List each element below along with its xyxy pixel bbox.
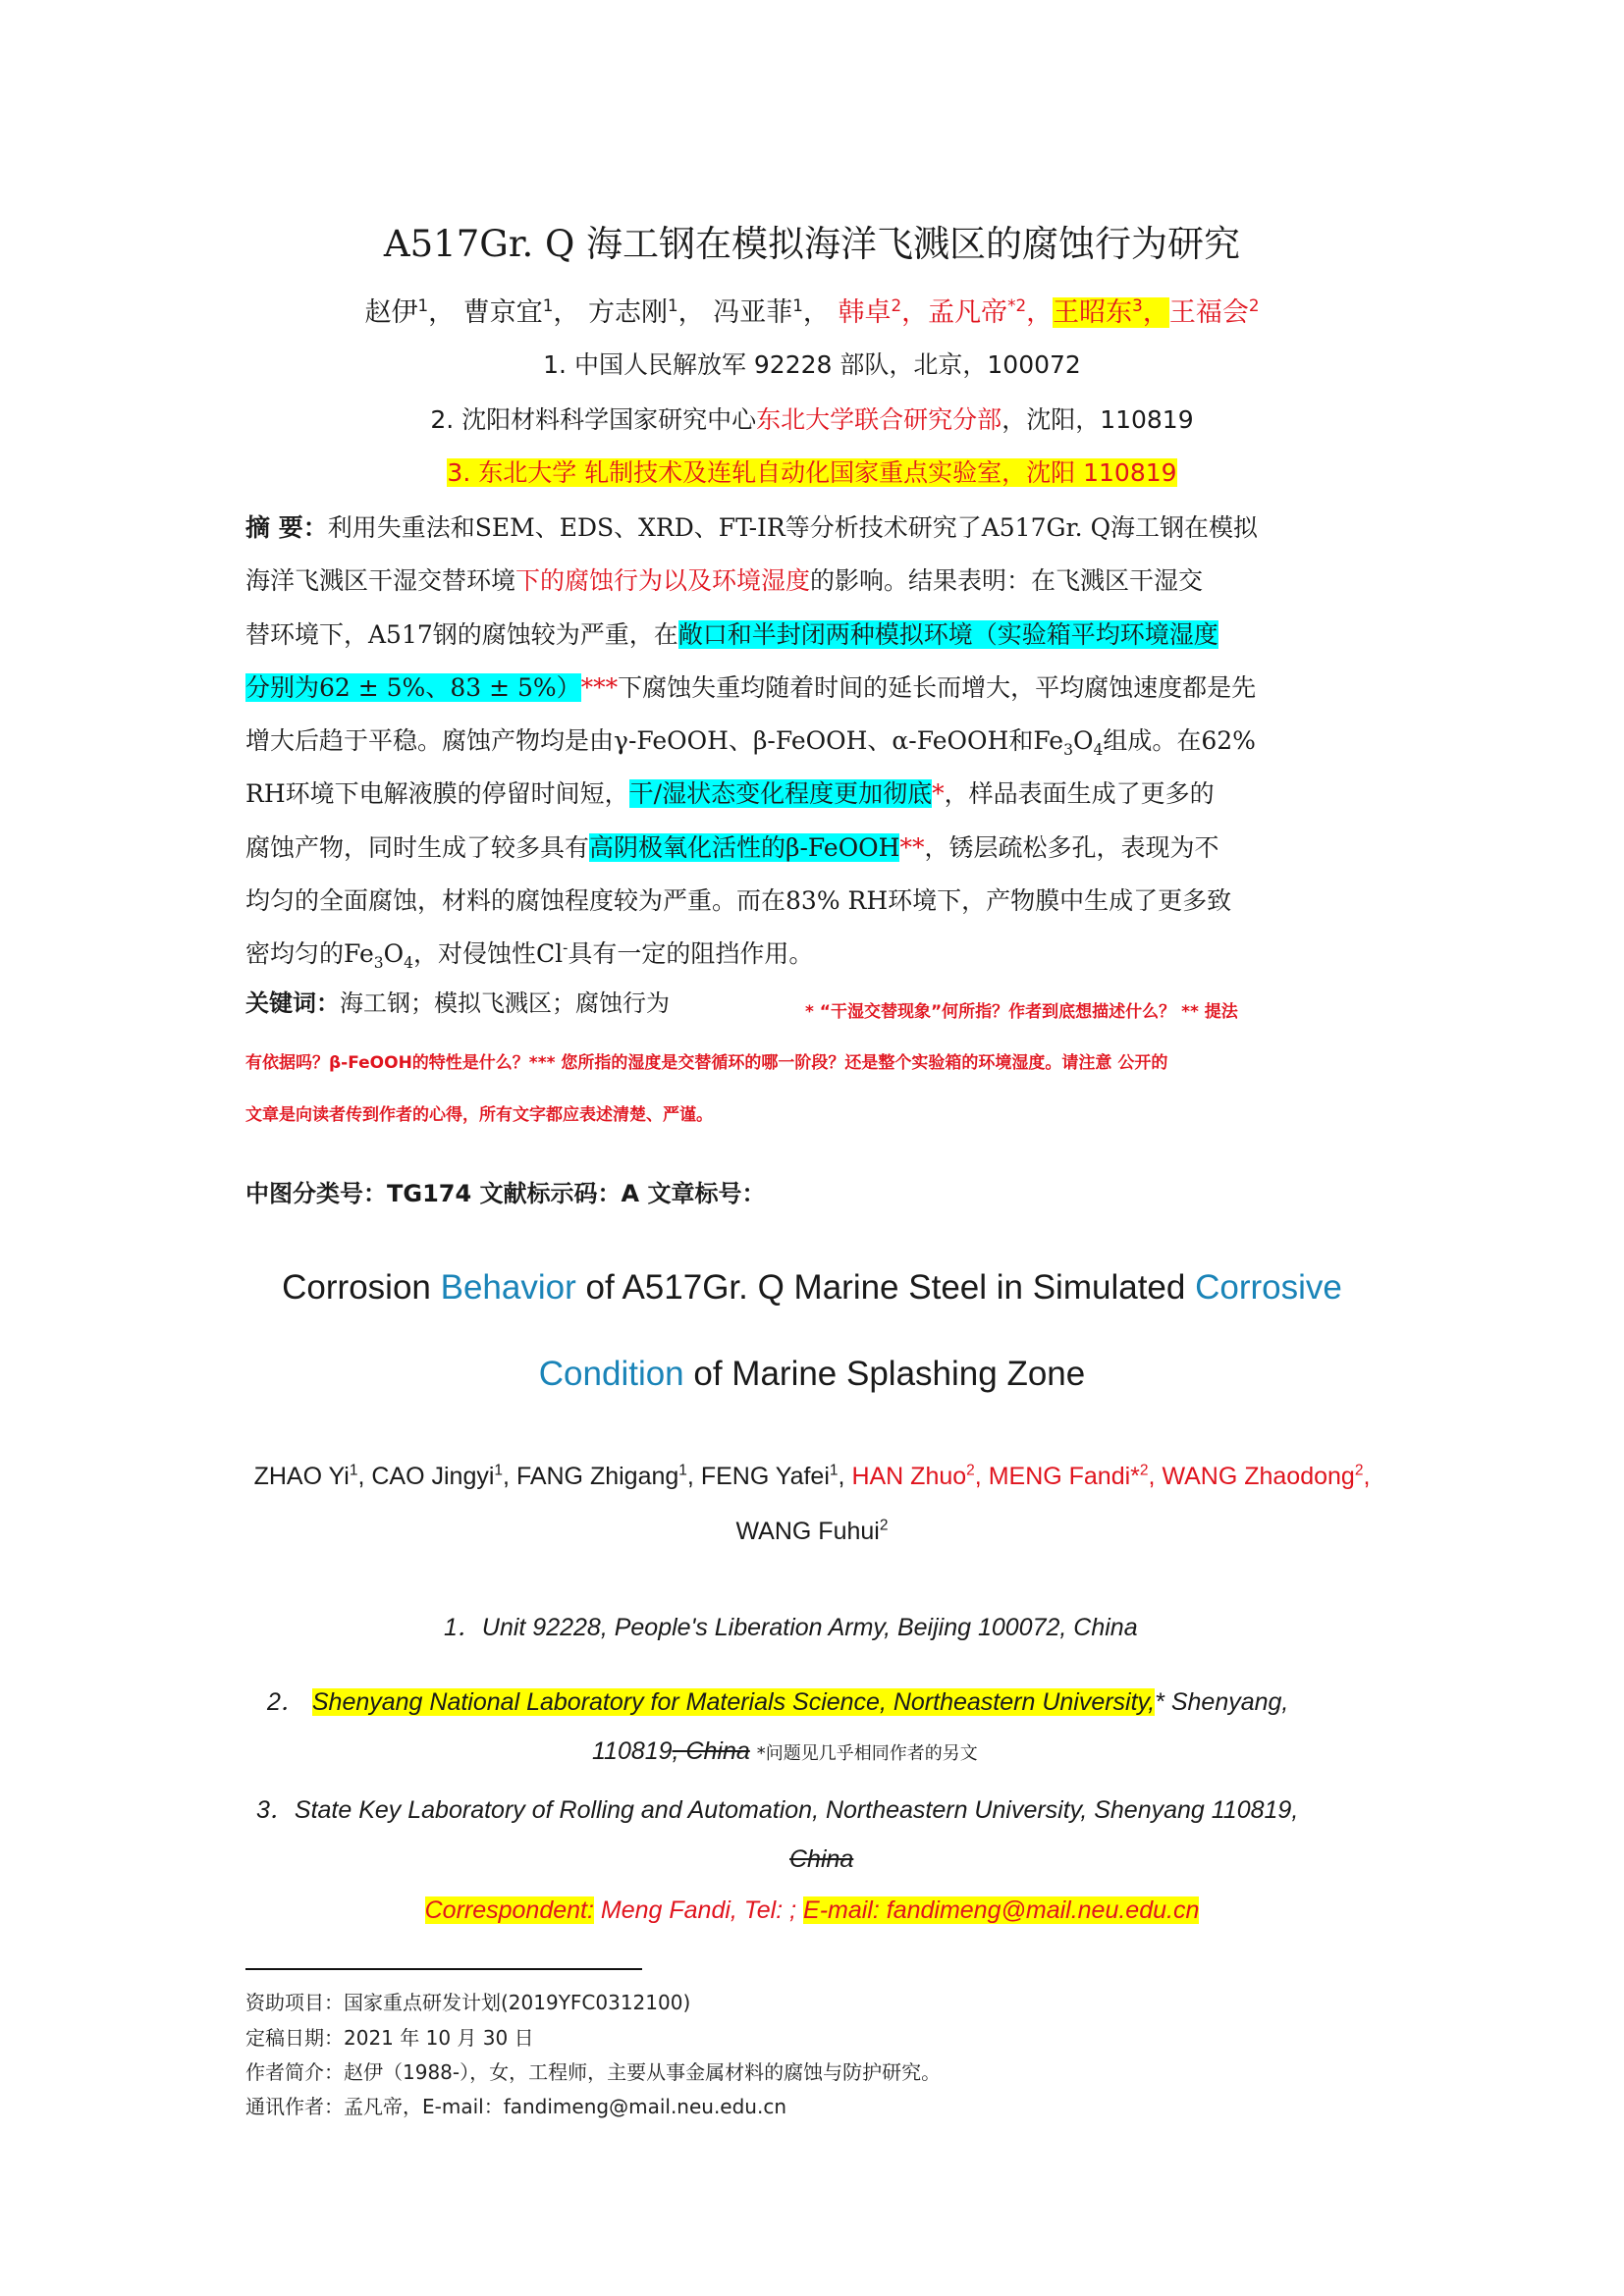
author-sup: *2 — [1007, 295, 1027, 315]
footnote-author-bio: 作者简介：赵伊（1988-），女，工程师，主要从事金属材料的腐蚀与防护研究。 — [245, 2060, 942, 2084]
footnote-correspondent: 通讯作者：孟凡帝，E-mail：fandimeng@mail.neu.edu.cn — [245, 2095, 787, 2118]
author-sup: 1 — [668, 295, 678, 315]
correspondent-email: E-mail: fandimeng@mail.neu.edu.cn — [803, 1896, 1200, 1924]
abstract-line — [245, 609, 1394, 662]
abstract-line — [245, 502, 1394, 555]
abstract-text: 腐蚀产物，同时生成了较多具有 — [245, 832, 590, 862]
title-text: of A517Gr. Q Marine Steel in Simulated — [575, 1268, 1196, 1307]
abstract-text: 组成。在62% — [1103, 726, 1256, 756]
abstract-highlight: 敞口和半封闭两种模拟环境（实验箱平均环境湿度 — [677, 619, 1218, 649]
author-name: 赵伊 — [364, 297, 418, 328]
abstract-text: RH环境下电解液膜的停留时间短， — [245, 779, 629, 809]
author-sup: 1 — [678, 1462, 687, 1479]
author-name-en: HAN Zhuo — [851, 1463, 967, 1490]
author-name: 王福会 — [1168, 297, 1249, 328]
authors-en: ZHAO Yi$^1$, CAO Jingyi$^1$, FANG Zhigang$^1$, FENG Yafei$^1$, HAN Zhuo$^2$, MENG Fandi*$^2$, WANG Zhaodong$^2$, — [253, 1462, 1371, 1490]
abstract-text: 下腐蚀失重均随着时间的延长而增大，平均腐蚀速度都是先 — [618, 672, 1257, 702]
author-name: 方志刚 — [588, 297, 668, 328]
affiliation-highlight: Shenyang National Laboratory for Materials Science, Northeastern University, — [311, 1688, 1156, 1716]
english-title-line-1 — [0, 1268, 1624, 1308]
subscript: 3 — [1063, 741, 1073, 760]
affiliation-cn-3 — [0, 454, 1624, 489]
affiliation-text: * Shenyang, — [1155, 1688, 1289, 1716]
abstract-text: 海洋飞溅区干湿交替环境 — [245, 566, 516, 596]
abstract-text: 替环境下，A517钢的腐蚀较为严重，在 — [245, 619, 678, 649]
author-name: 孟凡帝 — [928, 297, 1008, 328]
affiliation-cn-1: 1. 中国人民解放军 92228 部队，北京，100072 — [543, 350, 1081, 379]
author-name-en: WANG Fuhui — [735, 1518, 880, 1545]
affiliation-en-2-cont — [592, 1737, 978, 1766]
abstract-line — [245, 822, 1394, 875]
author-sup: 2 — [1139, 1462, 1149, 1479]
keywords-label: 关键词： — [245, 989, 340, 1017]
affiliation-text: ，沈阳，110819 — [1001, 405, 1194, 434]
author-sup: 2 — [1354, 1462, 1364, 1479]
superscript: - — [563, 939, 568, 958]
correspondent-label: Correspondent: — [424, 1896, 594, 1924]
affiliation-struck-text: China — [789, 1845, 854, 1873]
abstract-line — [245, 768, 1394, 821]
subscript: 4 — [1093, 741, 1104, 760]
abstract-text: ，对侵蚀性Cl — [413, 939, 564, 969]
review-comment-line: 文章是向读者传到作者的心得，所有文字都应表述清楚、严谨。 — [245, 1105, 713, 1125]
paper-title: A517Gr. Q 海工钢在模拟海洋飞溅区的腐蚀行为研究 — [383, 223, 1241, 265]
affiliation-en-1: 1．Unit 92228, People's Liberation Army, Beijing 100072, China — [444, 1614, 1138, 1641]
abstract-line — [245, 875, 1394, 928]
author-sup: 1 — [542, 295, 554, 315]
affiliation-highlight: 东北大学联合研究分部 — [756, 405, 1002, 434]
abstract-text: O — [1072, 726, 1094, 756]
title-highlight: Condition — [538, 1355, 684, 1393]
author-name: 曹京宜 — [462, 297, 543, 328]
author-name-en: FANG Zhigang — [515, 1463, 679, 1490]
author-sup: 2 — [1248, 295, 1260, 315]
abstract-marker: ** — [899, 832, 925, 862]
affiliation-text: 110819 — [592, 1737, 673, 1765]
author-sup: 1 — [792, 295, 803, 315]
affiliation-number: 2． — [267, 1688, 305, 1716]
author-name-en: CAO Jingyi — [371, 1463, 495, 1490]
abstract-text: 均匀的全面腐蚀，材料的腐蚀程度较为严重。而在83% RH环境下，产物膜中生成了更多致 — [245, 886, 1232, 916]
authors-cn: 赵伊$^1$， 曹京宜$^1$， 方志刚$^1$， 冯亚菲$^1$， 韩卓$^2$，孟凡帝$^{*2}$，王昭东$^3$，王福会$^2$ — [364, 295, 1260, 328]
author-name-en: WANG Zhaodong — [1162, 1463, 1355, 1490]
affiliation-text: 2. 沈阳材料科学国家研究中心 — [430, 405, 757, 434]
author-name-en: FENG Yafei — [700, 1463, 830, 1490]
author-name: 冯亚菲 — [713, 297, 793, 328]
subscript: 3 — [373, 954, 384, 973]
affiliation-cn-2 — [0, 400, 1624, 436]
abstract-line — [245, 715, 1394, 768]
author-sup: 2 — [879, 1517, 889, 1534]
affiliation-en-2 — [267, 1682, 1288, 1718]
abstract-text: ，样品表面生成了更多的 — [944, 779, 1215, 809]
abstract-text: 的影响。结果表明：在飞溅区干湿交 — [810, 566, 1204, 596]
english-title-line-2 — [0, 1355, 1624, 1394]
abstract-line — [245, 928, 1394, 981]
title-text: Corrosion — [282, 1268, 441, 1307]
author-sup: 1 — [829, 1462, 839, 1479]
footnote-date: 定稿日期：2021 年 10 月 30 日 — [245, 2026, 534, 2050]
abstract-text: ，锈层疏松多孔，表现为不 — [924, 832, 1219, 862]
correspondent-name: Meng Fandi, Tel: ; — [593, 1896, 804, 1924]
abstract-label: 摘 要： — [245, 513, 328, 542]
abstract-marker: *** — [580, 672, 619, 702]
title-highlight: Behavior — [440, 1268, 576, 1307]
authors-en-cont — [0, 1518, 1624, 1546]
affiliation-en-3: 3．State Key Laboratory of Rolling and Automation, Northeastern University, Shenyang 110819, — [256, 1796, 1299, 1824]
author-name-en: MENG Fandi* — [988, 1463, 1140, 1490]
abstract-text: O — [383, 939, 405, 969]
abstract-text: 具有一定的阻挡作用。 — [568, 939, 814, 969]
author-sup: 2 — [966, 1462, 975, 1479]
author-name-en: ZHAO Yi — [253, 1463, 350, 1490]
abstract-highlight: 分别为62 ± 5%、83 ± 5%） — [245, 672, 581, 702]
correspondent-line — [0, 1896, 1624, 1925]
subscript: 4 — [404, 954, 414, 973]
affiliation-en-3-cont — [789, 1845, 853, 1874]
review-comment-line: 有依据吗？β-FeOOH的特性是什么？*** 您所指的湿度是交替循环的哪一阶段？还是整个实验箱的环境湿度。请注意 公开的 — [245, 1053, 1168, 1073]
affiliation-highlight: 3. 东北大学 轧制技术及连轧自动化国家重点实验室，沈阳 110819 — [447, 458, 1177, 487]
abstract-text: 增大后趋于平稳。腐蚀产物均是由γ-FeOOH、β-FeOOH、α-FeOOH和Fe — [245, 726, 1064, 756]
affiliation-struck-text: , China — [672, 1737, 750, 1765]
abstract-line — [245, 555, 1394, 608]
abstract-marker: * — [932, 779, 945, 809]
author-name: 王昭东 — [1053, 297, 1133, 328]
title-highlight: Corrosive — [1195, 1268, 1342, 1307]
abstract — [245, 502, 1394, 982]
abstract-text: 利用失重法和SEM、EDS、XRD、FT-IR等分析技术研究了A517Gr. Q海工钢在模拟 — [327, 513, 1259, 542]
footnote-divider — [245, 1968, 642, 1970]
author-sup: 2 — [891, 295, 902, 315]
abstract-text: 密均匀的Fe — [245, 939, 374, 969]
review-note: *问题见几乎相同作者的另文 — [756, 1743, 978, 1764]
review-comment-line: * “干湿交替现象”何所指？作者到底想描述什么？ ** 提法 — [805, 1002, 1238, 1022]
author-sup: 1 — [417, 295, 429, 315]
footnote-funding: 资助项目：国家重点研发计划(2019YFC0312100) — [245, 1991, 691, 2014]
abstract-highlight: 高阴极氧化活性的β-FeOOH — [589, 832, 900, 862]
author-sup: 3 — [1132, 295, 1143, 315]
classification-line: 中图分类号：TG174 文献标示码：A 文章标号： — [245, 1180, 766, 1207]
abstract-line — [245, 662, 1394, 715]
author-sup: 1 — [349, 1462, 358, 1479]
title-text: of Marine Splashing Zone — [683, 1355, 1086, 1393]
keywords-text: 海工钢；模拟飞溅区；腐蚀行为 — [340, 989, 670, 1017]
author-name: 韩卓 — [838, 297, 892, 328]
author-sup: 1 — [494, 1462, 504, 1479]
abstract-highlight: 干/湿状态变化程度更加彻底 — [628, 779, 933, 809]
abstract-highlight: 下的腐蚀行为以及环境湿度 — [515, 566, 811, 596]
